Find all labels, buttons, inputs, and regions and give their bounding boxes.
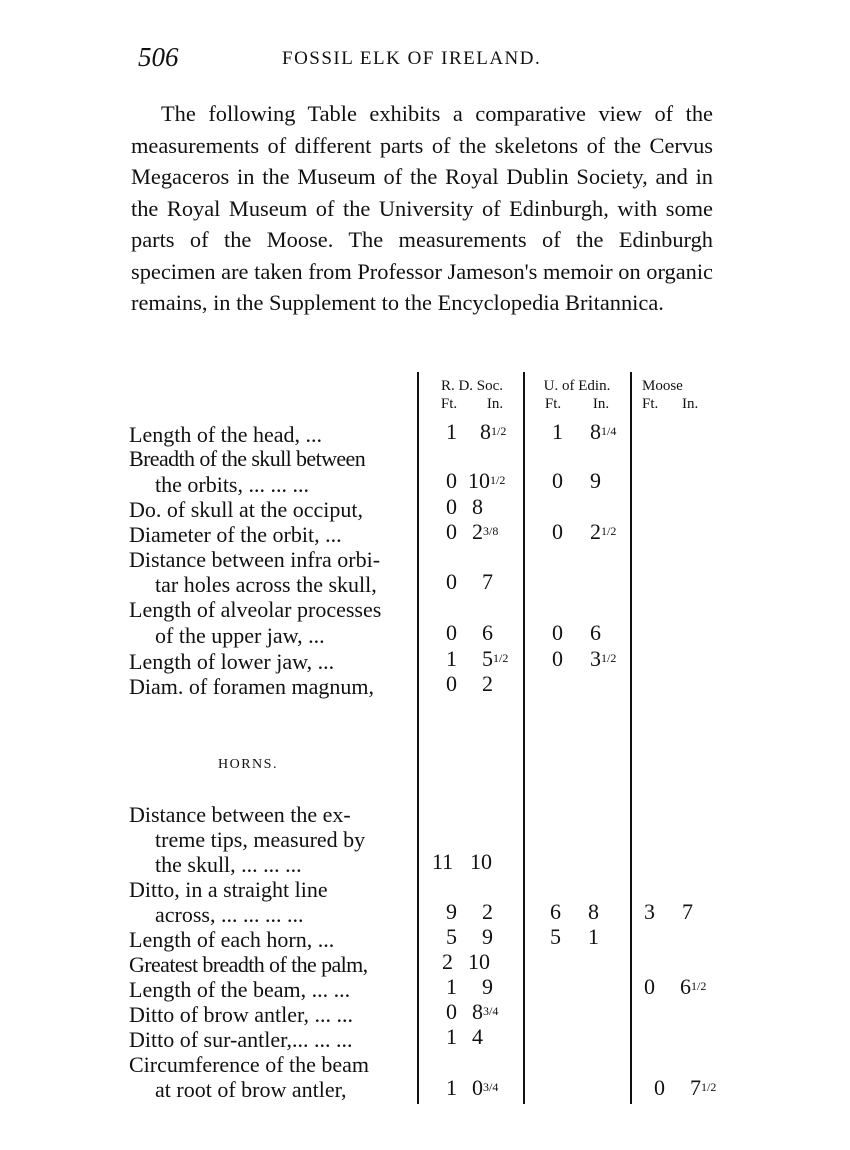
rds-ft-lower-jaw: 1 [446, 646, 457, 671]
edin-frac-lower-jaw: 1/2 [601, 651, 617, 665]
page-header [0, 42, 850, 82]
rds-frac-head-length: 1/2 [491, 424, 507, 438]
column-title-rds: R. D. Soc. [440, 378, 504, 394]
rds-ft-sur-antler: 1 [446, 1024, 457, 1049]
label-foramen: Diam. of foramen magnum, [129, 674, 374, 699]
label-sur-antler: Ditto of sur-antler,... ... ... [129, 1027, 353, 1052]
edin-ft-horn-length: 5 [550, 924, 561, 949]
label-tips-1: Distance between the ex- [129, 802, 351, 827]
edin-frac-head-length: 1/4 [601, 424, 617, 438]
column-in-edin: In. [592, 396, 610, 412]
rds-ft-tips: 11 [432, 849, 454, 874]
edin-in-skull-orbits: 9 [590, 468, 601, 493]
label-orbit-diameter: Diameter of the orbit, ... [129, 522, 342, 547]
edin-ft-skull-orbits: 0 [552, 468, 563, 493]
rds-ft-beam: 1 [446, 974, 457, 999]
rds-frac-brow-antler: 3/4 [483, 1004, 499, 1018]
rds-in-palm: 10 [468, 949, 490, 974]
edin-in-alveolar: 6 [590, 620, 601, 645]
label-head-length: Length of the head, ... [129, 422, 323, 447]
moose-ft-beam: 0 [644, 974, 655, 999]
edin-frac-orbit-diameter: 1/2 [601, 524, 617, 538]
rds-in-tips: 10 [470, 849, 492, 874]
rds-in-head-length: 81/2 [480, 419, 507, 444]
column-header-moose [636, 377, 722, 413]
edin-ft-head-length: 1 [552, 419, 563, 444]
rds-in-alveolar: 6 [482, 620, 493, 645]
label-tips-3: the skull, ... ... ... [155, 852, 302, 877]
rds-ft-infra-orbitar: 0 [446, 569, 457, 594]
column-rule-2 [523, 372, 525, 1104]
column-header-rds [424, 377, 520, 413]
moose-frac-circumference: 1/2 [701, 1080, 717, 1094]
rds-in-horn-length: 9 [482, 924, 493, 949]
column-title-edin: U. of Edin. [543, 378, 611, 394]
rds-ft-skull-orbits: 0 [446, 468, 457, 493]
label-occiput: Do. of skull at the occiput, [129, 497, 364, 522]
intro-text: The following Table exhibits a comparative view of the measurements of different parts of the skeletons of the Cervus Megaceros in the Museum of the Royal Dublin Society, and in the Royal Museum of the University of Edinburgh, with some parts of the Moose. The measurements of the Edinburgh specimen are taken from Professor Jameson's memoir on organic remains, in the Supplement to the Encyclopedia Britannica. [131, 101, 713, 315]
column-rule-3 [630, 372, 632, 1104]
rds-in-skull-orbits: 101/2 [468, 468, 506, 493]
column-ft-moose: Ft. [642, 396, 659, 412]
label-alveolar-1: Length of alveolar processes [129, 597, 382, 622]
label-alveolar-2: of the upper jaw, ... [155, 623, 325, 648]
edin-ft-orbit-diameter: 0 [552, 519, 563, 544]
rds-in-circumference: 03/4 [472, 1075, 499, 1100]
label-infra-orbitar-2: tar holes across the skull, [155, 572, 377, 597]
column-header-edin [527, 377, 627, 413]
rds-ft-straight-line: 9 [446, 899, 457, 924]
edin-in-orbit-diameter: 21/2 [590, 519, 617, 544]
column-ft-rds: Ft. [440, 396, 458, 412]
rds-frac-skull-orbits: 1/2 [490, 473, 506, 487]
rds-in-sur-antler: 4 [472, 1024, 483, 1049]
edin-ft-straight-line: 6 [550, 899, 561, 924]
label-tips-2: treme tips, measured by [155, 827, 366, 852]
label-circumference-1: Circumference of the beam [129, 1052, 370, 1077]
rds-ft-horn-length: 5 [446, 924, 457, 949]
rds-frac-circumference: 3/4 [483, 1080, 499, 1094]
rds-in-beam: 9 [482, 974, 493, 999]
intro-paragraph [131, 98, 713, 319]
moose-in-circumference: 71/2 [690, 1075, 717, 1100]
running-title: FOSSIL ELK OF IRELAND. [282, 48, 542, 69]
moose-in-straight-line: 7 [682, 899, 693, 924]
label-skull-orbits-1: Breadth of the skull between [129, 446, 366, 471]
rds-in-infra-orbitar: 7 [482, 569, 493, 594]
label-lower-jaw: Length of lower jaw, ... [129, 649, 335, 674]
column-rule-1 [417, 372, 419, 1104]
page-number: 506 [138, 42, 179, 72]
rds-ft-head-length: 1 [446, 419, 457, 444]
rds-ft-foramen: 0 [446, 671, 457, 696]
edin-in-straight-line: 8 [588, 899, 599, 924]
rds-frac-lower-jaw: 1/2 [493, 651, 509, 665]
label-skull-orbits-2: the orbits, ... ... ... [155, 472, 309, 497]
label-straight-line-2: across, ... ... ... ... [155, 902, 304, 927]
rds-in-foramen: 2 [482, 671, 493, 696]
rds-in-occiput: 8 [472, 494, 483, 519]
edin-ft-alveolar: 0 [552, 620, 563, 645]
moose-ft-circumference: 0 [654, 1075, 665, 1100]
edin-in-horn-length: 1 [588, 924, 599, 949]
label-infra-orbitar-1: Distance between infra orbi- [129, 547, 381, 572]
label-straight-line-1: Ditto, in a straight line [129, 877, 328, 902]
rds-ft-brow-antler: 0 [446, 999, 457, 1024]
column-in-moose: In. [682, 396, 699, 412]
rds-ft-alveolar: 0 [446, 620, 457, 645]
rds-ft-palm: 2 [442, 949, 453, 974]
rds-in-straight-line: 2 [482, 899, 493, 924]
label-beam: Length of the beam, ... ... [129, 977, 351, 1002]
rds-in-brow-antler: 83/4 [472, 999, 499, 1024]
rds-in-lower-jaw: 51/2 [482, 646, 509, 671]
rds-ft-occiput: 0 [446, 494, 457, 519]
label-circumference-2: at root of brow antler, [155, 1077, 347, 1102]
moose-ft-straight-line: 3 [644, 899, 655, 924]
section-heading-horns: HORNS. [218, 757, 278, 772]
column-title-moose: Moose [642, 378, 683, 394]
rds-ft-orbit-diameter: 0 [446, 519, 457, 544]
edin-in-lower-jaw: 31/2 [590, 646, 617, 671]
rds-frac-orbit-diameter: 3/8 [483, 524, 499, 538]
rds-ft-circumference: 1 [446, 1075, 457, 1100]
moose-in-beam: 61/2 [680, 974, 707, 999]
edin-ft-lower-jaw: 0 [552, 646, 563, 671]
edin-in-head-length: 81/4 [590, 419, 617, 444]
label-horn-length: Length of each horn, ... [129, 927, 335, 952]
column-in-rds: In. [486, 396, 504, 412]
label-palm: Greatest breadth of the palm, [129, 952, 368, 977]
column-ft-edin: Ft. [544, 396, 562, 412]
label-brow-antler: Ditto of brow antler, ... ... [129, 1002, 353, 1027]
rds-in-orbit-diameter: 23/8 [472, 519, 499, 544]
moose-frac-beam: 1/2 [691, 979, 707, 993]
